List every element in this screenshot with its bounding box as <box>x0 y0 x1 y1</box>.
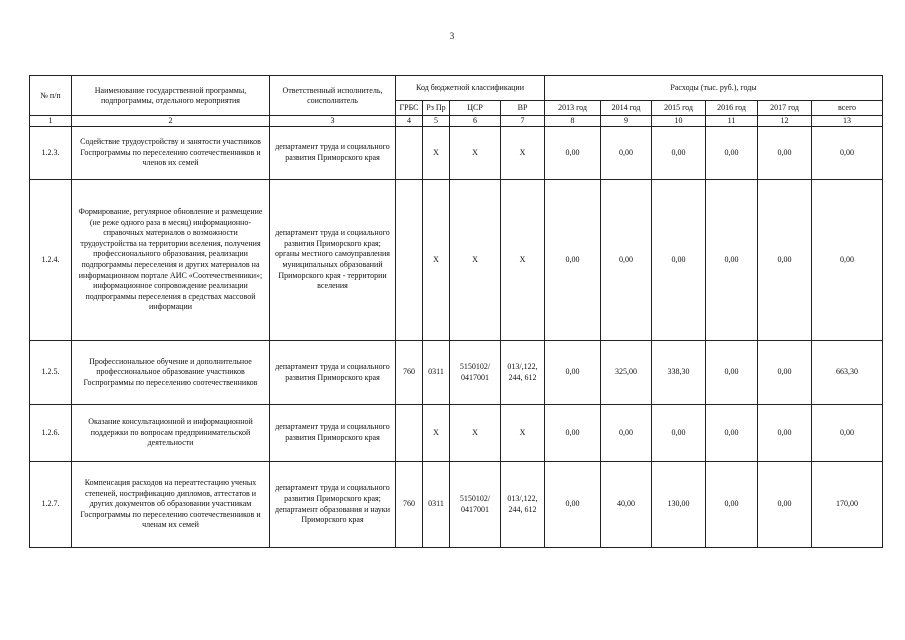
row-2013: 0,00 <box>545 341 601 405</box>
row-grbs: 760 <box>396 462 423 548</box>
row-rzpr: 0311 <box>423 462 450 548</box>
row-vr: X <box>501 180 545 341</box>
row-2013: 0,00 <box>545 462 601 548</box>
row-grbs <box>396 180 423 341</box>
row-program-name: Содействие трудоустройству и занятости участников Госпрограммы по переселению соотечественников и членов их семей <box>72 127 270 180</box>
column-number: 9 <box>601 116 652 127</box>
row-2016: 0,00 <box>706 462 758 548</box>
row-csr: 5150102/ 0417001 <box>450 462 501 548</box>
row-program-name: Оказание консультационной и информационной поддержки по вопросам предпринимательской деятельности <box>72 405 270 462</box>
row-2015: 0,00 <box>652 180 706 341</box>
row-2015: 0,00 <box>652 127 706 180</box>
row-csr: X <box>450 127 501 180</box>
table-row <box>30 127 883 180</box>
row-number: 1.2.7. <box>30 462 72 548</box>
row-number: 1.2.4. <box>30 180 72 341</box>
row-2013: 0,00 <box>545 405 601 462</box>
column-number: 7 <box>501 116 545 127</box>
table-row <box>30 180 883 341</box>
page-number: 3 <box>449 31 455 41</box>
row-grbs: 760 <box>396 341 423 405</box>
header-2017: 2017 год <box>758 101 812 116</box>
column-number: 4 <box>396 116 423 127</box>
row-total: 0,00 <box>812 180 883 341</box>
column-number: 2 <box>72 116 270 127</box>
row-2017: 0,00 <box>758 462 812 548</box>
column-number: 8 <box>545 116 601 127</box>
row-number: 1.2.6. <box>30 405 72 462</box>
row-2016: 0,00 <box>706 180 758 341</box>
row-responsible: департамент труда и социального развития Приморского края <box>270 405 396 462</box>
row-program-name: Компенсация расходов на переаттестацию ученых степеней, нострификацию дипломов, аттестатов и других документов об образовании участникам Госпрограммы по переселению соотечественников и членам их семей <box>72 462 270 548</box>
row-2014: 0,00 <box>601 127 652 180</box>
row-responsible: департамент труда и социального развития Приморского края; департамент образования и науки Приморского края <box>270 462 396 548</box>
column-number: 1 <box>30 116 72 127</box>
row-2017: 0,00 <box>758 341 812 405</box>
header-no: № п/п <box>30 76 72 116</box>
row-program-name: Профессиональное обучение и дополнительное профессиональное образование участников Госпрограммы по переселению соотечественников <box>72 341 270 405</box>
row-2017: 0,00 <box>758 405 812 462</box>
column-number: 11 <box>706 116 758 127</box>
row-2014: 0,00 <box>601 180 652 341</box>
row-program-name: Формирование, регулярное обновление и размещение (не реже одного раза в месяц) информационно-справочных материалов о возможности трудоустройства на территории вселения, получения профессионального образования, реализации подпрограммы переселения и других материалов на информационном портале АИС «Соотечественники»; информационное сопровождение реализации подпрограммы переселения в средствах массовой информации <box>72 180 270 341</box>
row-grbs <box>396 405 423 462</box>
table-row <box>30 462 883 548</box>
row-csr: 5150102/ 0417001 <box>450 341 501 405</box>
column-number: 13 <box>812 116 883 127</box>
row-rzpr: X <box>423 405 450 462</box>
column-number: 12 <box>758 116 812 127</box>
row-total: 0,00 <box>812 405 883 462</box>
row-vr: X <box>501 127 545 180</box>
header-2014: 2014 год <box>601 101 652 116</box>
header-2015: 2015 год <box>652 101 706 116</box>
row-rzpr: 0311 <box>423 341 450 405</box>
header-budget-code: Код бюджетной классификации <box>396 76 545 101</box>
row-csr: X <box>450 405 501 462</box>
column-number: 5 <box>423 116 450 127</box>
row-2017: 0,00 <box>758 127 812 180</box>
column-number: 10 <box>652 116 706 127</box>
row-2014: 325,00 <box>601 341 652 405</box>
row-responsible: департамент труда и социального развития Приморского края <box>270 127 396 180</box>
row-2015: 0,00 <box>652 405 706 462</box>
header-rzpr: Рз Пр <box>423 101 450 116</box>
row-grbs <box>396 127 423 180</box>
row-number: 1.2.3. <box>30 127 72 180</box>
column-number: 3 <box>270 116 396 127</box>
row-vr: 013/,122, 244, 612 <box>501 462 545 548</box>
header-total: всего <box>812 101 883 116</box>
row-2015: 130,00 <box>652 462 706 548</box>
table-row <box>30 341 883 405</box>
row-2013: 0,00 <box>545 180 601 341</box>
row-responsible: департамент труда и социального развития Приморского края <box>270 341 396 405</box>
row-2016: 0,00 <box>706 405 758 462</box>
row-rzpr: X <box>423 180 450 341</box>
header-csr: ЦСР <box>450 101 501 116</box>
row-vr: 013/,122, 244, 612 <box>501 341 545 405</box>
budget-table <box>29 75 883 548</box>
header-responsible: Ответственный исполнитель, соисполнитель <box>270 76 396 116</box>
header-row-top <box>30 76 883 101</box>
row-total: 663,30 <box>812 341 883 405</box>
row-number: 1.2.5. <box>30 341 72 405</box>
column-number-row <box>30 116 883 127</box>
header-2013: 2013 год <box>545 101 601 116</box>
row-2014: 0,00 <box>601 405 652 462</box>
row-csr: X <box>450 180 501 341</box>
table-row <box>30 405 883 462</box>
header-expenses: Расходы (тыс. руб.), годы <box>545 76 883 101</box>
row-total: 0,00 <box>812 127 883 180</box>
row-responsible: департамент труда и социального развития Приморского края; органы местного самоуправления муниципальных образований Приморского края - территории вселения <box>270 180 396 341</box>
column-number: 6 <box>450 116 501 127</box>
header-grbs: ГРБС <box>396 101 423 116</box>
row-2016: 0,00 <box>706 127 758 180</box>
row-vr: X <box>501 405 545 462</box>
header-2016: 2016 год <box>706 101 758 116</box>
row-2015: 338,30 <box>652 341 706 405</box>
row-2016: 0,00 <box>706 341 758 405</box>
row-total: 170,00 <box>812 462 883 548</box>
row-2013: 0,00 <box>545 127 601 180</box>
row-2014: 40,00 <box>601 462 652 548</box>
header-program-name: Наименование государственной программы, подпрограммы, отдельного мероприятия <box>72 76 270 116</box>
header-vr: ВР <box>501 101 545 116</box>
row-rzpr: X <box>423 127 450 180</box>
row-2017: 0,00 <box>758 180 812 341</box>
